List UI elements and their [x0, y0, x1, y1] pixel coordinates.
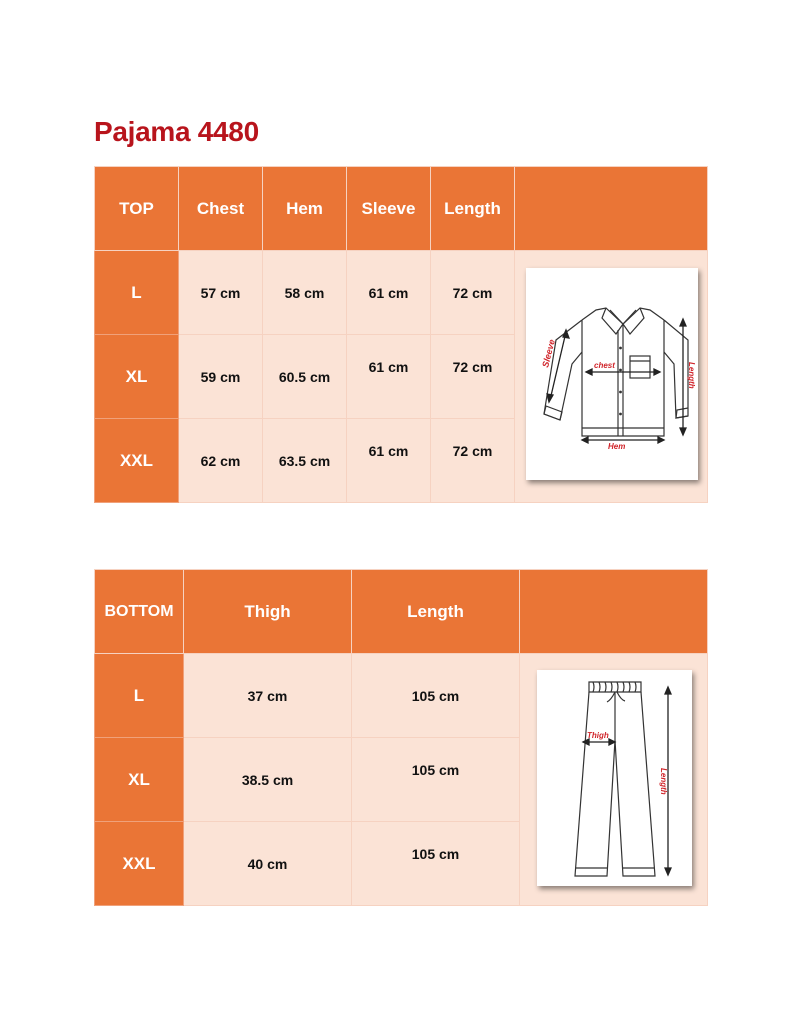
size-cell: XL — [95, 738, 184, 822]
pants-diagram — [537, 670, 692, 886]
table-header-row — [95, 570, 708, 654]
size-cell: XXL — [95, 822, 184, 906]
length-label: Length — [687, 362, 696, 389]
length-cell: 105 cm — [352, 654, 520, 738]
length-cell: 105 cm — [352, 738, 520, 822]
sleeve-cell: 61 cm — [347, 335, 431, 419]
header-top: TOP — [95, 167, 179, 251]
pants-illustration — [537, 670, 692, 886]
size-cell: XL — [95, 335, 179, 419]
header-length: Length — [431, 167, 515, 251]
header-bottom: BOTTOM — [95, 570, 184, 654]
hem-cell: 63.5 cm — [263, 419, 347, 503]
sleeve-cell: 61 cm — [347, 419, 431, 503]
header-diagram — [515, 167, 708, 251]
page-title: Pajama 4480 — [94, 116, 259, 147]
hem-label: Hem — [608, 442, 626, 451]
size-cell: L — [95, 251, 179, 335]
sleeve-label: Sleeve — [540, 338, 557, 369]
chest-cell: 59 cm — [179, 335, 263, 419]
length-cell: 105 cm — [352, 822, 520, 906]
length-cell: 72 cm — [431, 335, 515, 419]
header-chest: Chest — [179, 167, 263, 251]
chest-cell: 57 cm — [179, 251, 263, 335]
thigh-cell: 38.5 cm — [184, 738, 352, 822]
chest-label: chest — [594, 361, 615, 370]
length-label: Length — [659, 768, 668, 795]
thigh-cell: 37 cm — [184, 654, 352, 738]
sleeve-cell: 61 cm — [347, 251, 431, 335]
header-thigh: Thigh — [184, 570, 352, 654]
shirt-diagram — [526, 268, 698, 480]
table-header-row — [95, 167, 708, 251]
length-cell: 72 cm — [431, 419, 515, 503]
length-cell: 72 cm — [431, 251, 515, 335]
header-hem: Hem — [263, 167, 347, 251]
thigh-label: Thigh — [587, 731, 609, 740]
thigh-cell: 40 cm — [184, 822, 352, 906]
chest-cell: 62 cm — [179, 419, 263, 503]
header-length: Length — [352, 570, 520, 654]
hem-cell: 58 cm — [263, 251, 347, 335]
size-cell: L — [95, 654, 184, 738]
header-sleeve: Sleeve — [347, 167, 431, 251]
shirt-illustration — [526, 268, 698, 480]
header-diagram — [520, 570, 708, 654]
size-cell: XXL — [95, 419, 179, 503]
hem-cell: 60.5 cm — [263, 335, 347, 419]
